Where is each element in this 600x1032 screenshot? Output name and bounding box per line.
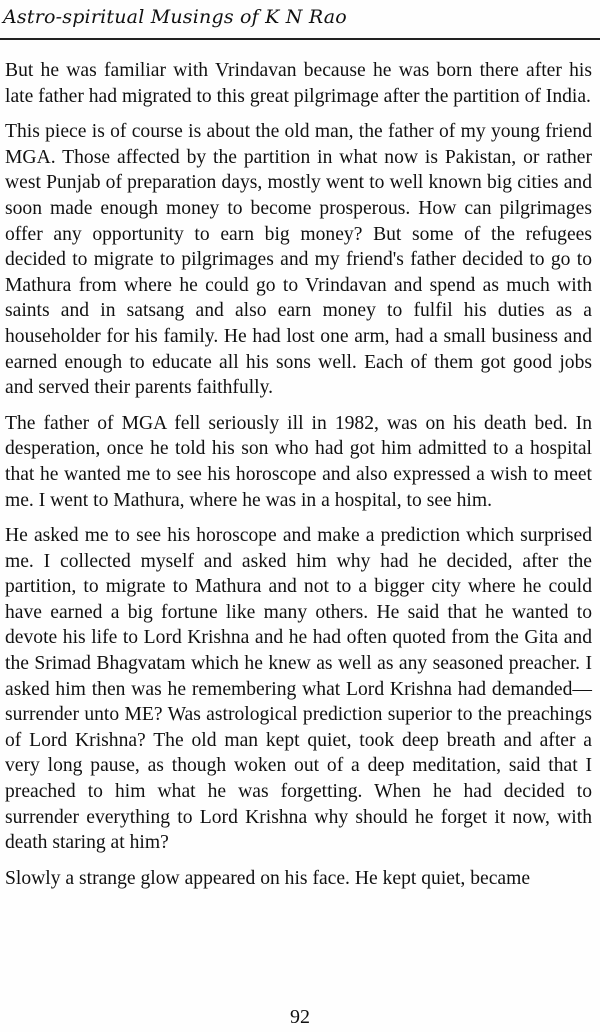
- paragraph: He asked me to see his horoscope and make a prediction which surprised me. I collected myself and asked him why had he decided, after the partition, to migrate to Mathura and not to a bigger city where he could have earned a big fortune like many others. He said that he wanted to devote his life to Lord Krishna and he had often quoted from the Gita and the Srimad Bhagvatam which he knew as well as any seasoned preacher. I asked him then was he remembering what Lord Krishna had demanded—surrender unto ME? Was astrological prediction superior to the preachings of Lord Krishna? The old man kept quiet, took deep breath and after a very long pause, as though woken out of a deep meditation, said that I preached to him what he was forgetting. When he had decided to surrender everything to Lord Krishna why should he forget it now, with death staring at him?: [5, 525, 592, 854]
- body-text: [5, 58, 592, 901]
- running-header: Astro-spiritual Musings of K N Rao: [3, 6, 347, 28]
- paragraph: This piece is of course is about the old man, the father of my young friend MGA. Those affected by the partition in what now is Pakistan, or rather west Punjab of preparation days, mostly went to well known big cities and soon made enough money to become prosperous. How can pilgrimages offer any opportunity to earn big money? But some of the refugees decided to migrate to pilgrimages and my friend's father decided to go to Mathura from where he could go to Vrindavan and spend as much with saints and in satsang and also earn money to fulfil his duties as a householder for his family. He had lost one arm, had a small business and earned enough to educate all his sons well. Each of them got good jobs and served their parents faithfully.: [5, 121, 592, 399]
- paragraph: But he was familiar with Vrindavan because he was born there after his late father had migrated to this great pilgrimage after the partition of India.: [5, 60, 592, 107]
- paragraph: The father of MGA fell seriously ill in 1982, was on his death bed. In desperation, once he told his son who had got him admitted to a hospital that he wanted me to see his horoscope and also expressed a wish to meet me. I went to Mathura, where he was in a hospital, to see him.: [5, 412, 592, 511]
- paragraph: Slowly a strange glow appeared on his face. He kept quiet, became: [5, 867, 531, 889]
- page-number: 92: [290, 1006, 310, 1028]
- header-divider: [0, 38, 600, 40]
